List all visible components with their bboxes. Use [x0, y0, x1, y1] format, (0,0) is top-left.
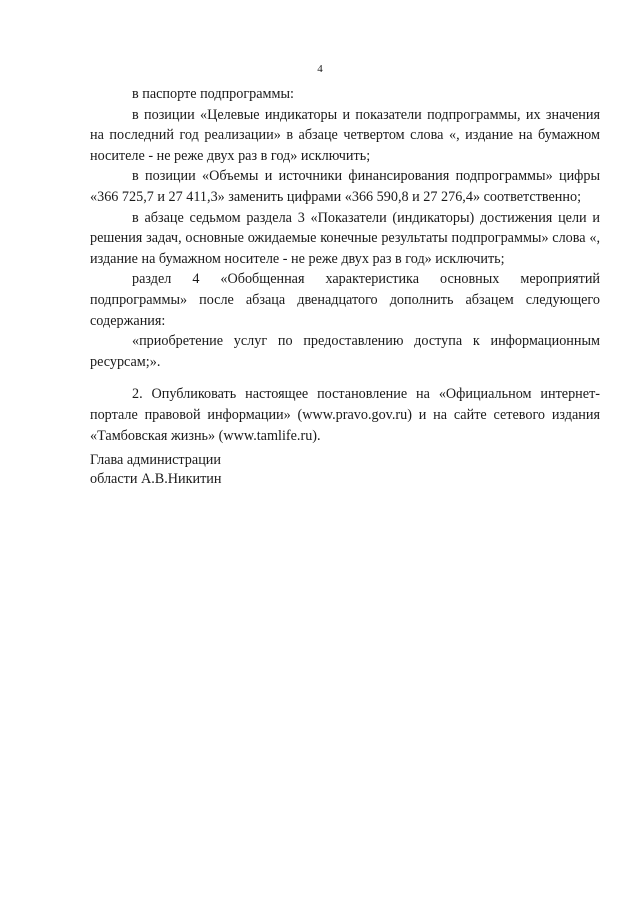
paragraph-funding-volumes: в позиции «Объемы и источники финансирования подпрограммы» цифры «366 725,7 и 27 411,3» заменить цифрами «366 590,8 и 27 276,4» соответственно; [90, 168, 600, 205]
signature-title: Глава администрации [90, 452, 221, 468]
paragraph-section-4: раздел 4 «Обобщенная характеристика основных мероприятий подпрограммы» после абзаца двенадцатого дополнить абзацем следующего содержания: [90, 271, 600, 329]
paragraph-new-content: «приобретение услуг по предоставлению доступа к информационным ресурсам;». [90, 333, 600, 370]
signature-name: области А.В.Никитин [90, 471, 222, 487]
paragraph-passport: в паспорте подпрограммы: [132, 86, 294, 102]
paragraph-target-indicators: в позиции «Целевые индикаторы и показатели подпрограммы, их значения на последний год реализации» в абзаце четвертом слова «, издание на бумажном носителе - не реже двух раз в год» исключить; [90, 106, 600, 164]
paragraph-publication: 2. Опубликовать настоящее постановление на «Официальном интернет-портале правовой информации» (www.pravo.gov.ru) и на сайте сетевого издания «Тамбовская жизнь» (www.tamlife.ru). [90, 386, 600, 444]
page-number: 4 [317, 63, 323, 75]
signature-block [90, 451, 221, 489]
paragraph-section-3: в абзаце седьмом раздела 3 «Показатели (индикаторы) достижения цели и решения задач, основные ожидаемые конечные результаты подпрограммы» слова «, издание на бумажном носителе - не реже двух раз в год» исключить; [90, 209, 600, 267]
document-body [90, 84, 600, 446]
